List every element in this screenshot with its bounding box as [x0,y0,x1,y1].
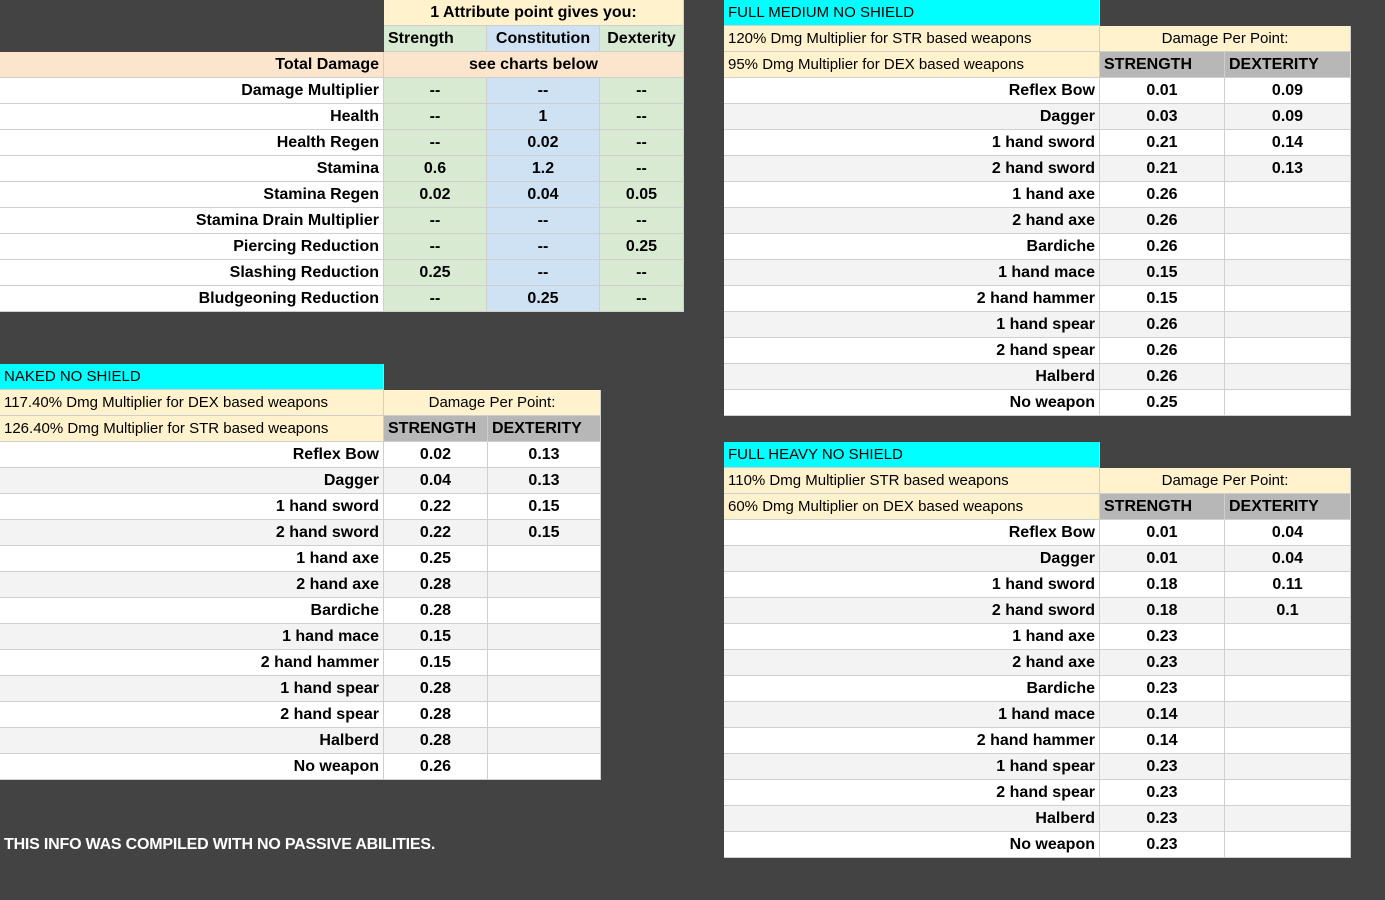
attribute-value-health-constitution[interactable]: 1 [487,104,600,130]
medium-multiplier-2[interactable]: 95% Dmg Multiplier for DEX based weapons [724,52,1100,78]
naked-row-strength-reflex-bow[interactable]: 0.02 [384,442,488,468]
medium-row-weapon-2-hand-hammer[interactable]: 2 hand hammer [724,286,1100,312]
heavy-table-title[interactable]: FULL HEAVY NO SHIELD [724,442,1100,468]
naked-row-strength-1-hand-mace[interactable]: 0.15 [384,624,488,650]
heavy-row-weapon-dagger[interactable]: Dagger [724,546,1100,572]
attribute-value-health-regen-dexterity[interactable]: -- [600,130,684,156]
medium-row-weapon-halberd[interactable]: Halberd [724,364,1100,390]
heavy-row-strength-reflex-bow[interactable]: 0.01 [1100,520,1225,546]
heavy-damage-per-point-label[interactable]: Damage Per Point: [1100,468,1351,494]
attribute-value-slashing-reduction-dexterity[interactable]: -- [600,260,684,286]
heavy-row-weapon-1-hand-axe[interactable]: 1 hand axe [724,624,1100,650]
attribute-value-health-regen-strength[interactable]: -- [384,130,487,156]
naked-column-strength[interactable]: STRENGTH [384,416,488,442]
medium-row-strength-2-hand-axe[interactable]: 0.26 [1100,208,1225,234]
naked-row-weapon-2-hand-spear[interactable]: 2 hand spear [0,702,384,728]
medium-column-dexterity[interactable]: DEXTERITY [1225,52,1351,78]
naked-row-weapon-2-hand-hammer[interactable]: 2 hand hammer [0,650,384,676]
heavy-row-dexterity-1-hand-axe[interactable] [1225,624,1351,650]
naked-row-weapon-halberd[interactable]: Halberd [0,728,384,754]
heavy-row-weapon-2-hand-spear[interactable]: 2 hand spear [724,780,1100,806]
heavy-row-dexterity-reflex-bow[interactable]: 0.04 [1225,520,1351,546]
medium-row-dexterity-dagger[interactable]: 0.09 [1225,104,1351,130]
medium-row-strength-1-hand-mace[interactable]: 0.15 [1100,260,1225,286]
naked-row-strength-2-hand-hammer[interactable]: 0.15 [384,650,488,676]
naked-row-strength-halberd[interactable]: 0.28 [384,728,488,754]
medium-row-weapon-1-hand-sword[interactable]: 1 hand sword [724,130,1100,156]
attribute-column-dexterity[interactable]: Dexterity [600,26,684,52]
medium-row-dexterity-1-hand-spear[interactable] [1225,312,1351,338]
heavy-row-weapon-2-hand-sword[interactable]: 2 hand sword [724,598,1100,624]
attribute-row-label-stamina-drain-multiplier[interactable]: Stamina Drain Multiplier [0,208,384,234]
heavy-row-dexterity-1-hand-sword[interactable]: 0.11 [1225,572,1351,598]
heavy-multiplier-2[interactable]: 60% Dmg Multiplier on DEX based weapons [724,494,1100,520]
medium-damage-per-point-label[interactable]: Damage Per Point: [1100,26,1351,52]
heavy-row-strength-no-weapon[interactable]: 0.23 [1100,832,1225,858]
naked-table-title[interactable]: NAKED NO SHIELD [0,364,384,390]
attribute-value-stamina-drain-multiplier-strength[interactable]: -- [384,208,487,234]
attribute-value-stamina-drain-multiplier-dexterity[interactable]: -- [600,208,684,234]
heavy-row-strength-bardiche[interactable]: 0.23 [1100,676,1225,702]
naked-multiplier-2[interactable]: 126.40% Dmg Multiplier for STR based weapons [0,416,384,442]
heavy-row-strength-1-hand-spear[interactable]: 0.23 [1100,754,1225,780]
naked-row-strength-2-hand-sword[interactable]: 0.22 [384,520,488,546]
attribute-value-slashing-reduction-constitution[interactable]: -- [487,260,600,286]
medium-row-dexterity-bardiche[interactable] [1225,234,1351,260]
naked-row-dexterity-1-hand-mace[interactable] [488,624,601,650]
attribute-value-damage-multiplier-constitution[interactable]: -- [487,78,600,104]
medium-row-dexterity-2-hand-spear[interactable] [1225,338,1351,364]
heavy-row-strength-halberd[interactable]: 0.23 [1100,806,1225,832]
naked-row-strength-no-weapon[interactable]: 0.26 [384,754,488,780]
medium-row-dexterity-2-hand-hammer[interactable] [1225,286,1351,312]
medium-row-strength-halberd[interactable]: 0.26 [1100,364,1225,390]
naked-row-dexterity-1-hand-axe[interactable] [488,546,601,572]
medium-row-dexterity-halberd[interactable] [1225,364,1351,390]
total-damage-value[interactable]: see charts below [384,52,684,78]
attribute-row-label-bludgeoning-reduction[interactable]: Bludgeoning Reduction [0,286,384,312]
naked-row-dexterity-1-hand-sword[interactable]: 0.15 [488,494,601,520]
attribute-value-stamina-dexterity[interactable]: -- [600,156,684,182]
medium-row-strength-2-hand-sword[interactable]: 0.21 [1100,156,1225,182]
attribute-row-label-piercing-reduction[interactable]: Piercing Reduction [0,234,384,260]
attribute-value-bludgeoning-reduction-dexterity[interactable]: -- [600,286,684,312]
naked-row-weapon-reflex-bow[interactable]: Reflex Bow [0,442,384,468]
heavy-row-strength-1-hand-sword[interactable]: 0.18 [1100,572,1225,598]
medium-row-weapon-dagger[interactable]: Dagger [724,104,1100,130]
medium-row-weapon-1-hand-mace[interactable]: 1 hand mace [724,260,1100,286]
attribute-column-constitution[interactable]: Constitution [487,26,600,52]
heavy-row-strength-2-hand-axe[interactable]: 0.23 [1100,650,1225,676]
attribute-row-label-stamina-regen[interactable]: Stamina Regen [0,182,384,208]
naked-row-dexterity-2-hand-spear[interactable] [488,702,601,728]
heavy-row-strength-dagger[interactable]: 0.01 [1100,546,1225,572]
medium-row-dexterity-2-hand-sword[interactable]: 0.13 [1225,156,1351,182]
attribute-value-piercing-reduction-constitution[interactable]: -- [487,234,600,260]
heavy-row-weapon-2-hand-hammer[interactable]: 2 hand hammer [724,728,1100,754]
heavy-row-dexterity-halberd[interactable] [1225,806,1351,832]
heavy-row-weapon-2-hand-axe[interactable]: 2 hand axe [724,650,1100,676]
heavy-row-weapon-1-hand-sword[interactable]: 1 hand sword [724,572,1100,598]
naked-row-dexterity-dagger[interactable]: 0.13 [488,468,601,494]
heavy-row-strength-1-hand-mace[interactable]: 0.14 [1100,702,1225,728]
naked-row-dexterity-reflex-bow[interactable]: 0.13 [488,442,601,468]
naked-row-strength-1-hand-sword[interactable]: 0.22 [384,494,488,520]
medium-row-strength-1-hand-axe[interactable]: 0.26 [1100,182,1225,208]
attribute-row-label-stamina[interactable]: Stamina [0,156,384,182]
medium-row-strength-reflex-bow[interactable]: 0.01 [1100,78,1225,104]
heavy-column-dexterity[interactable]: DEXTERITY [1225,494,1351,520]
naked-column-dexterity[interactable]: DEXTERITY [488,416,601,442]
naked-row-weapon-1-hand-sword[interactable]: 1 hand sword [0,494,384,520]
heavy-row-dexterity-dagger[interactable]: 0.04 [1225,546,1351,572]
naked-row-weapon-dagger[interactable]: Dagger [0,468,384,494]
attribute-header[interactable]: 1 Attribute point gives you: [384,0,684,26]
attribute-value-damage-multiplier-dexterity[interactable]: -- [600,78,684,104]
heavy-row-weapon-no-weapon[interactable]: No weapon [724,832,1100,858]
heavy-row-strength-2-hand-spear[interactable]: 0.23 [1100,780,1225,806]
medium-row-strength-dagger[interactable]: 0.03 [1100,104,1225,130]
medium-row-strength-bardiche[interactable]: 0.26 [1100,234,1225,260]
attribute-value-stamina-drain-multiplier-constitution[interactable]: -- [487,208,600,234]
heavy-row-weapon-bardiche[interactable]: Bardiche [724,676,1100,702]
naked-row-weapon-1-hand-spear[interactable]: 1 hand spear [0,676,384,702]
attribute-value-slashing-reduction-strength[interactable]: 0.25 [384,260,487,286]
naked-row-dexterity-2-hand-sword[interactable]: 0.15 [488,520,601,546]
attribute-row-label-damage-multiplier[interactable]: Damage Multiplier [0,78,384,104]
attribute-value-piercing-reduction-dexterity[interactable]: 0.25 [600,234,684,260]
naked-multiplier-1[interactable]: 117.40% Dmg Multiplier for DEX based weapons [0,390,384,416]
attribute-value-health-dexterity[interactable]: -- [600,104,684,130]
naked-row-weapon-1-hand-mace[interactable]: 1 hand mace [0,624,384,650]
medium-row-strength-1-hand-spear[interactable]: 0.26 [1100,312,1225,338]
attribute-value-bludgeoning-reduction-constitution[interactable]: 0.25 [487,286,600,312]
heavy-row-weapon-1-hand-mace[interactable]: 1 hand mace [724,702,1100,728]
medium-row-strength-1-hand-sword[interactable]: 0.21 [1100,130,1225,156]
attribute-row-label-health[interactable]: Health [0,104,384,130]
medium-row-dexterity-no-weapon[interactable] [1225,390,1351,416]
naked-row-strength-1-hand-spear[interactable]: 0.28 [384,676,488,702]
medium-row-weapon-1-hand-axe[interactable]: 1 hand axe [724,182,1100,208]
attribute-value-stamina-constitution[interactable]: 1.2 [487,156,600,182]
heavy-row-dexterity-2-hand-hammer[interactable] [1225,728,1351,754]
naked-row-weapon-bardiche[interactable]: Bardiche [0,598,384,624]
heavy-row-dexterity-2-hand-axe[interactable] [1225,650,1351,676]
naked-row-dexterity-1-hand-spear[interactable] [488,676,601,702]
naked-row-strength-dagger[interactable]: 0.04 [384,468,488,494]
medium-row-weapon-reflex-bow[interactable]: Reflex Bow [724,78,1100,104]
medium-multiplier-1[interactable]: 120% Dmg Multiplier for STR based weapons [724,26,1100,52]
attribute-value-stamina-regen-constitution[interactable]: 0.04 [487,182,600,208]
medium-row-weapon-2-hand-axe[interactable]: 2 hand axe [724,208,1100,234]
heavy-row-dexterity-bardiche[interactable] [1225,676,1351,702]
naked-row-weapon-2-hand-axe[interactable]: 2 hand axe [0,572,384,598]
attribute-value-stamina-strength[interactable]: 0.6 [384,156,487,182]
heavy-row-strength-2-hand-sword[interactable]: 0.18 [1100,598,1225,624]
naked-row-dexterity-bardiche[interactable] [488,598,601,624]
medium-column-strength[interactable]: STRENGTH [1100,52,1225,78]
naked-row-dexterity-no-weapon[interactable] [488,754,601,780]
total-damage-label[interactable]: Total Damage [0,52,384,78]
medium-row-dexterity-1-hand-mace[interactable] [1225,260,1351,286]
naked-row-dexterity-2-hand-axe[interactable] [488,572,601,598]
naked-damage-per-point-label[interactable]: Damage Per Point: [384,390,601,416]
heavy-row-strength-2-hand-hammer[interactable]: 0.14 [1100,728,1225,754]
heavy-multiplier-1[interactable]: 110% Dmg Multiplier STR based weapons [724,468,1100,494]
medium-row-strength-2-hand-hammer[interactable]: 0.15 [1100,286,1225,312]
medium-row-strength-2-hand-spear[interactable]: 0.26 [1100,338,1225,364]
medium-row-weapon-1-hand-spear[interactable]: 1 hand spear [724,312,1100,338]
heavy-row-weapon-reflex-bow[interactable]: Reflex Bow [724,520,1100,546]
attribute-value-health-strength[interactable]: -- [384,104,487,130]
naked-row-strength-2-hand-spear[interactable]: 0.28 [384,702,488,728]
heavy-row-dexterity-1-hand-spear[interactable] [1225,754,1351,780]
medium-row-weapon-2-hand-spear[interactable]: 2 hand spear [724,338,1100,364]
attribute-value-health-regen-constitution[interactable]: 0.02 [487,130,600,156]
medium-row-weapon-no-weapon[interactable]: No weapon [724,390,1100,416]
heavy-row-dexterity-2-hand-sword[interactable]: 0.1 [1225,598,1351,624]
naked-row-weapon-1-hand-axe[interactable]: 1 hand axe [0,546,384,572]
medium-row-strength-no-weapon[interactable]: 0.25 [1100,390,1225,416]
heavy-row-dexterity-2-hand-spear[interactable] [1225,780,1351,806]
heavy-row-dexterity-no-weapon[interactable] [1225,832,1351,858]
naked-row-strength-2-hand-axe[interactable]: 0.28 [384,572,488,598]
heavy-row-weapon-halberd[interactable]: Halberd [724,806,1100,832]
attribute-value-bludgeoning-reduction-strength[interactable]: -- [384,286,487,312]
naked-row-dexterity-halberd[interactable] [488,728,601,754]
attribute-row-label-health-regen[interactable]: Health Regen [0,130,384,156]
medium-row-weapon-bardiche[interactable]: Bardiche [724,234,1100,260]
heavy-row-dexterity-1-hand-mace[interactable] [1225,702,1351,728]
medium-row-weapon-2-hand-sword[interactable]: 2 hand sword [724,156,1100,182]
medium-table-title[interactable]: FULL MEDIUM NO SHIELD [724,0,1100,26]
heavy-row-strength-1-hand-axe[interactable]: 0.23 [1100,624,1225,650]
attribute-value-stamina-regen-strength[interactable]: 0.02 [384,182,487,208]
footnote: THIS INFO WAS COMPILED WITH NO PASSIVE ABILITIES. [4,836,436,853]
attribute-value-piercing-reduction-strength[interactable]: -- [384,234,487,260]
medium-row-dexterity-2-hand-axe[interactable] [1225,208,1351,234]
heavy-row-weapon-1-hand-spear[interactable]: 1 hand spear [724,754,1100,780]
medium-row-dexterity-1-hand-axe[interactable] [1225,182,1351,208]
naked-row-dexterity-2-hand-hammer[interactable] [488,650,601,676]
medium-row-dexterity-reflex-bow[interactable]: 0.09 [1225,78,1351,104]
attribute-value-stamina-regen-dexterity[interactable]: 0.05 [600,182,684,208]
naked-row-weapon-2-hand-sword[interactable]: 2 hand sword [0,520,384,546]
attribute-row-label-slashing-reduction[interactable]: Slashing Reduction [0,260,384,286]
heavy-column-strength[interactable]: STRENGTH [1100,494,1225,520]
attribute-column-strength[interactable]: Strength [384,26,487,52]
naked-row-strength-1-hand-axe[interactable]: 0.25 [384,546,488,572]
naked-row-weapon-no-weapon[interactable]: No weapon [0,754,384,780]
attribute-value-damage-multiplier-strength[interactable]: -- [384,78,487,104]
naked-row-strength-bardiche[interactable]: 0.28 [384,598,488,624]
medium-row-dexterity-1-hand-sword[interactable]: 0.14 [1225,130,1351,156]
